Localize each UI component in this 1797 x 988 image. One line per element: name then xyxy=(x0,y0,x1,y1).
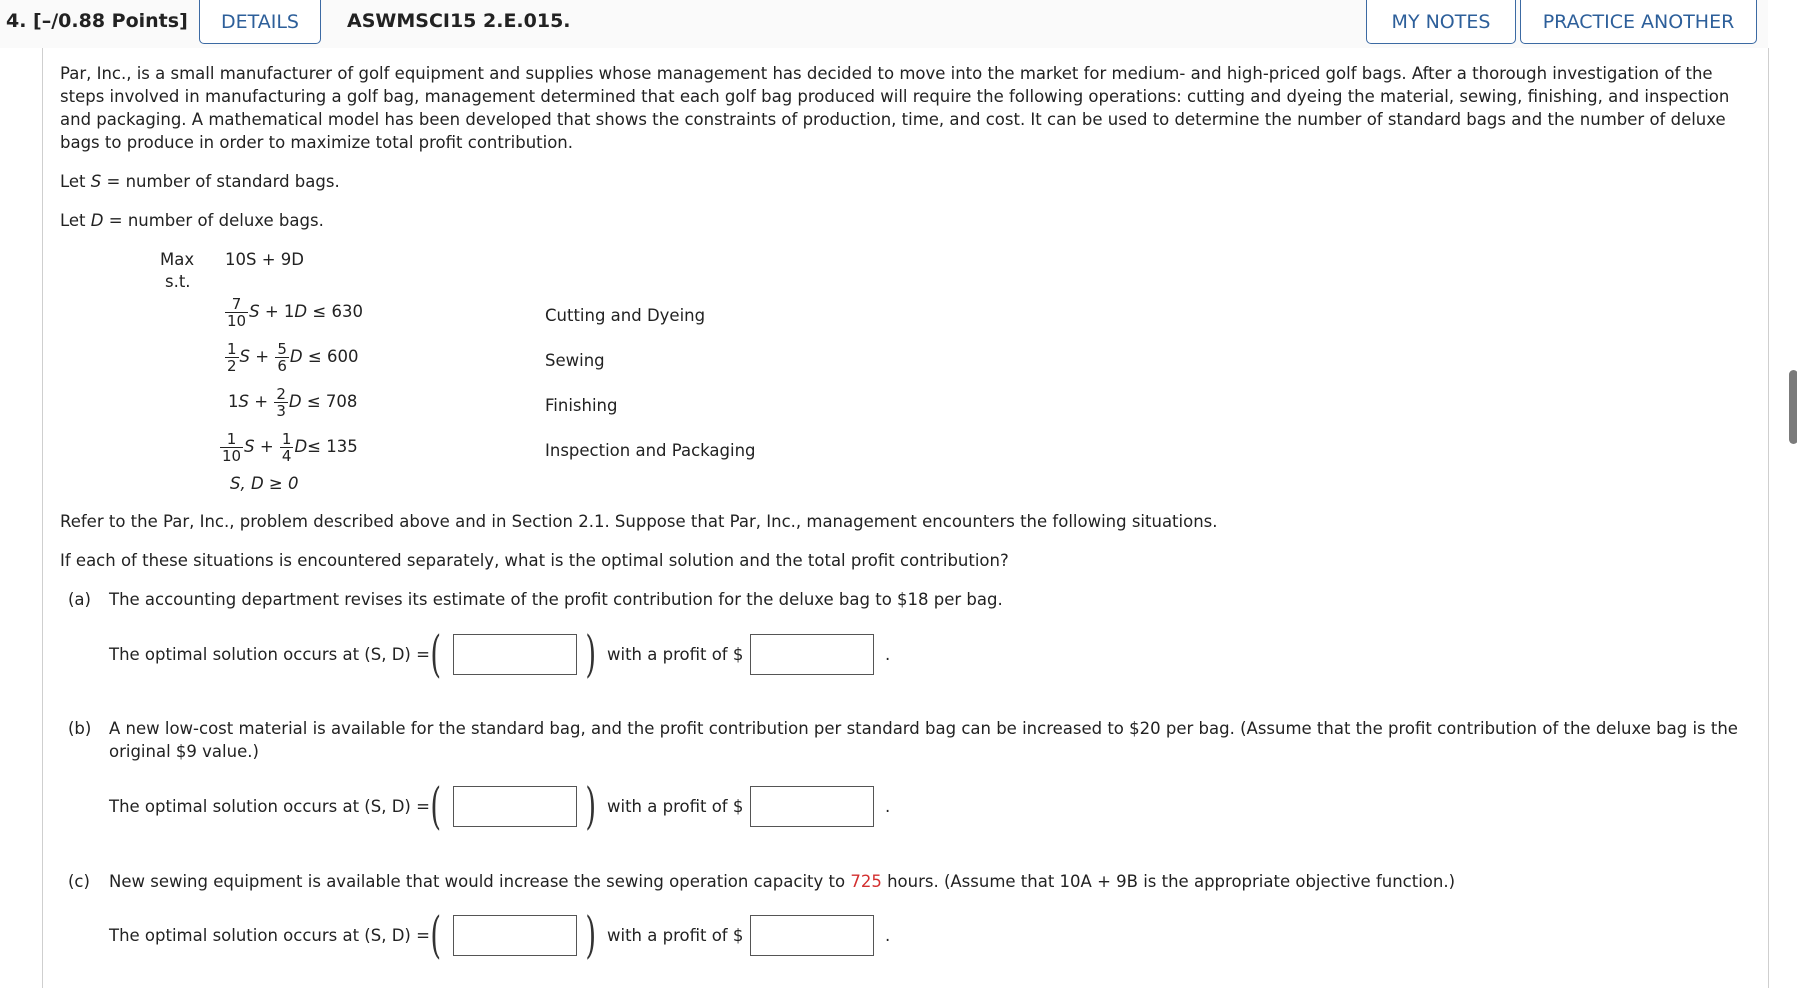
part-b-text-1: A new low-cost material is available for the standard bag, and the profit contribution per standard bag can be increased to $20 per bag. (Assume that the profit contribution of the deluxe bag is the xyxy=(109,719,1738,738)
practice-another-button[interactable]: PRACTICE ANOTHER xyxy=(1520,0,1757,44)
capacity-highlight: 725 xyxy=(850,872,882,891)
question-text: If each of these situations is encountered separately, what is the optimal solution and the total profit contribution? xyxy=(60,551,1009,570)
part-c-text: New sewing equipment is available that would increase the sewing operation capacity to 725 hours. (Assume that 10A + 9B is the appropriate objective function.) xyxy=(109,872,1456,891)
question-id: ASWMSCI15 2.E.015. xyxy=(347,10,571,32)
answer-prompt-c: The optimal solution occurs at (S, D) = xyxy=(109,926,430,945)
let-d-line: Let D = number of deluxe bags. xyxy=(60,211,324,230)
left-divider xyxy=(42,48,43,988)
period-b: . xyxy=(885,797,891,816)
part-c-letter: (c) xyxy=(68,872,90,891)
scrollbar-thumb[interactable] xyxy=(1789,370,1797,444)
right-divider xyxy=(1768,48,1769,988)
label-sewing: Sewing xyxy=(545,351,605,370)
left-paren: ( xyxy=(430,777,442,835)
part-b-letter: (b) xyxy=(68,719,92,738)
right-paren: ) xyxy=(585,906,597,964)
label-cutting: Cutting and Dyeing xyxy=(545,306,706,325)
sd-input-a[interactable] xyxy=(453,634,577,675)
label-finishing: Finishing xyxy=(545,396,618,415)
profit-input-a[interactable] xyxy=(750,634,874,675)
period-c: . xyxy=(885,926,891,945)
constraint-finishing: 1S + $\frac{2}{3}$ D ≤ 708 xyxy=(228,385,358,420)
profit-prompt-c: with a profit of $ xyxy=(607,926,744,945)
constraint-inspection: $\frac{1}{10}$ S + $\frac{1}{4}$ D≤ 135 xyxy=(222,430,358,465)
details-button[interactable]: DETAILS xyxy=(199,0,321,44)
constraint-cutting: $\frac{7}{10}$ S + 1D ≤ 630 xyxy=(227,295,363,330)
nonnegativity: S, D ≥ 0 xyxy=(230,474,299,493)
constraint-sewing: $\frac{1}{2}$ S + $\frac{5}{6}$ D ≤ 600 xyxy=(227,340,359,375)
period-a: . xyxy=(885,645,891,664)
label-inspection: Inspection and Packaging xyxy=(545,441,756,460)
max-label: Max xyxy=(160,250,195,269)
sd-input-c[interactable] xyxy=(453,915,577,956)
sd-input-b[interactable] xyxy=(453,786,577,827)
part-a-letter: (a) xyxy=(68,590,91,609)
right-paren: ) xyxy=(585,625,597,683)
right-paren: ) xyxy=(585,777,597,835)
question-body xyxy=(60,62,1760,154)
refer-text: Refer to the Par, Inc., problem described above and in Section 2.1. Suppose that Par, Inc., management encounters the following situations. xyxy=(60,512,1218,531)
profit-input-b[interactable] xyxy=(750,786,874,827)
my-notes-button[interactable]: MY NOTES xyxy=(1366,0,1516,44)
st-label: s.t. xyxy=(165,272,191,291)
let-s-line: Let S = number of standard bags. xyxy=(60,172,340,191)
objective-function: 10S + 9D xyxy=(225,250,304,269)
answer-prompt-b: The optimal solution occurs at (S, D) = xyxy=(109,797,430,816)
answer-prompt-a: The optimal solution occurs at (S, D) = xyxy=(109,645,430,664)
points-label: 4. [–/0.88 Points] xyxy=(6,10,188,32)
left-paren: ( xyxy=(430,906,442,964)
profit-input-c[interactable] xyxy=(750,915,874,956)
profit-prompt-a: with a profit of $ xyxy=(607,645,744,664)
left-paren: ( xyxy=(430,625,442,683)
intro-paragraph: Par, Inc., is a small manufacturer of golf equipment and supplies whose management has decided to move into the market for medium- and high-priced golf bags. After a thorough investigation of the steps involved in manufacturing a golf bag, management determined that each golf bag produced will require the following operations: cutting and dyeing the material, sewing, finishing, and inspection and packaging. A mathematical model has been developed that shows the constraints of production, time, and cost. It can be used to determine the number of standard bags and the number of deluxe bags to produce in order to maximize total profit contribution. xyxy=(60,64,1730,152)
question-header xyxy=(0,0,1768,48)
profit-prompt-b: with a profit of $ xyxy=(607,797,744,816)
part-b-text-2: original $9 value.) xyxy=(109,742,259,761)
part-a-text: The accounting department revises its estimate of the profit contribution for the deluxe bag to $18 per bag. xyxy=(109,590,1003,609)
